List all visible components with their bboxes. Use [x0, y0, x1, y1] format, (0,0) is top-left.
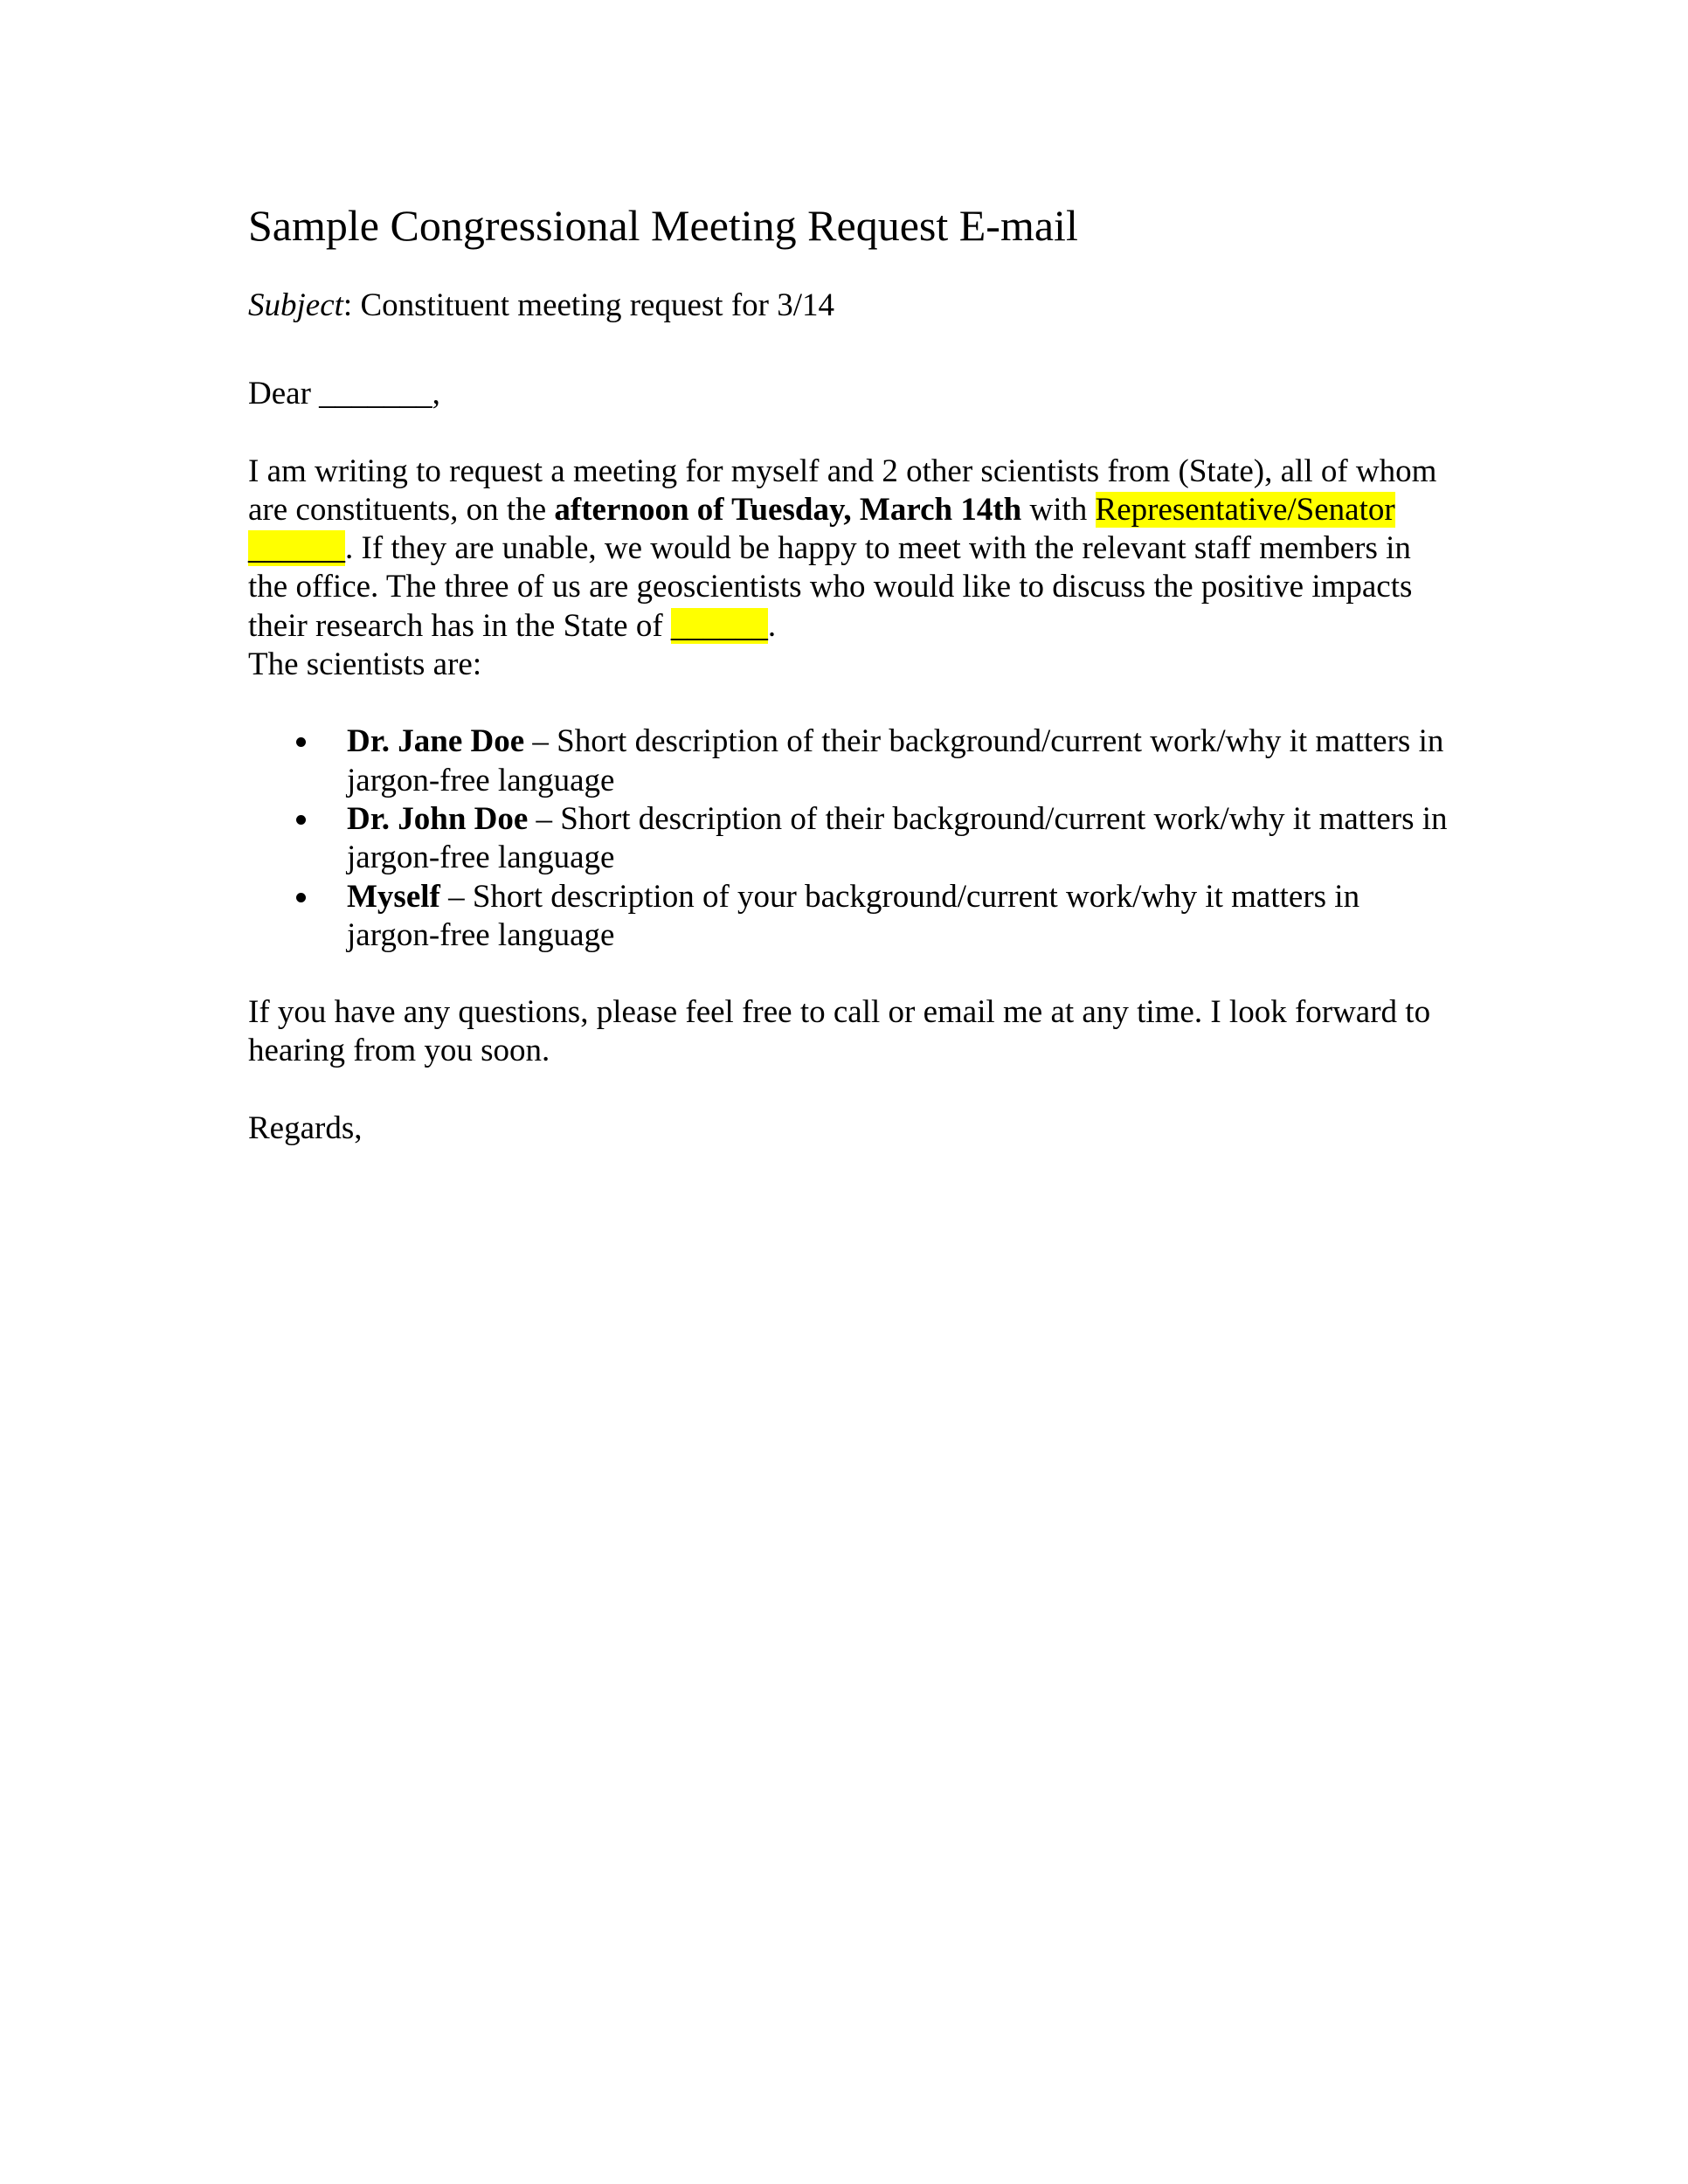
greeting-comma: , [432, 376, 440, 412]
closing-paragraph: If you have any questions, please feel free to call or email me at any time. I look forward to hearing from you soon. [248, 994, 1431, 1069]
paragraph-text-2: with [1021, 491, 1096, 528]
subject-separator: : [342, 287, 353, 323]
scientist-description: – Short description of your background/current work/why it matters in jargon-free language [347, 878, 1360, 953]
list-item [248, 722, 1454, 800]
document-title: Sample Congressional Meeting Request E-mail [248, 201, 1078, 250]
scientist-name: Dr. Jane Doe [347, 723, 525, 760]
bullet-icon [296, 815, 306, 825]
scientist-name: Myself [347, 878, 440, 915]
meeting-date-bold: afternoon of Tuesday, March 14th [554, 491, 1022, 528]
subject-line [248, 287, 1454, 325]
scientist-list [248, 722, 1454, 955]
list-item [248, 878, 1454, 956]
signoff: Regards, [248, 1109, 363, 1146]
scientist-description: – Short description of their background/current work/why it matters in jargon-free language [347, 723, 1444, 798]
request-paragraph [248, 453, 1454, 685]
scientist-name: Dr. John Doe [347, 800, 529, 837]
paragraph-text-1: I am writing to request a meeting for myself and 2 other scientists from (State), all of whom are constituents, on the [248, 453, 1437, 528]
bullet-icon [296, 893, 306, 902]
subject-label: Subject [248, 287, 343, 323]
email-template-body [248, 197, 1454, 1148]
scientist-description: – Short description of their background/current work/why it matters in jargon-free language [347, 800, 1448, 876]
greeting-line [248, 375, 1454, 413]
subject-text: Constituent meeting request for 3/14 [352, 287, 835, 323]
greeting-word: Dear [248, 376, 320, 412]
scientists-intro: The scientists are: [248, 646, 482, 683]
representative-highlight: Representative/Senator ______ [248, 491, 1395, 567]
list-item [248, 800, 1454, 878]
paragraph-text-3: . If they are unable, we would be happy to meet with the relevant staff members in the office. The three of us are geoscientists who would like to discuss the positive impacts their research has in the State of [248, 530, 1413, 644]
paragraph-text-4: . [767, 607, 777, 644]
bullet-icon [296, 737, 306, 747]
greeting-blank: _______ [319, 376, 432, 412]
state-blank-highlight: ______ [670, 607, 768, 644]
